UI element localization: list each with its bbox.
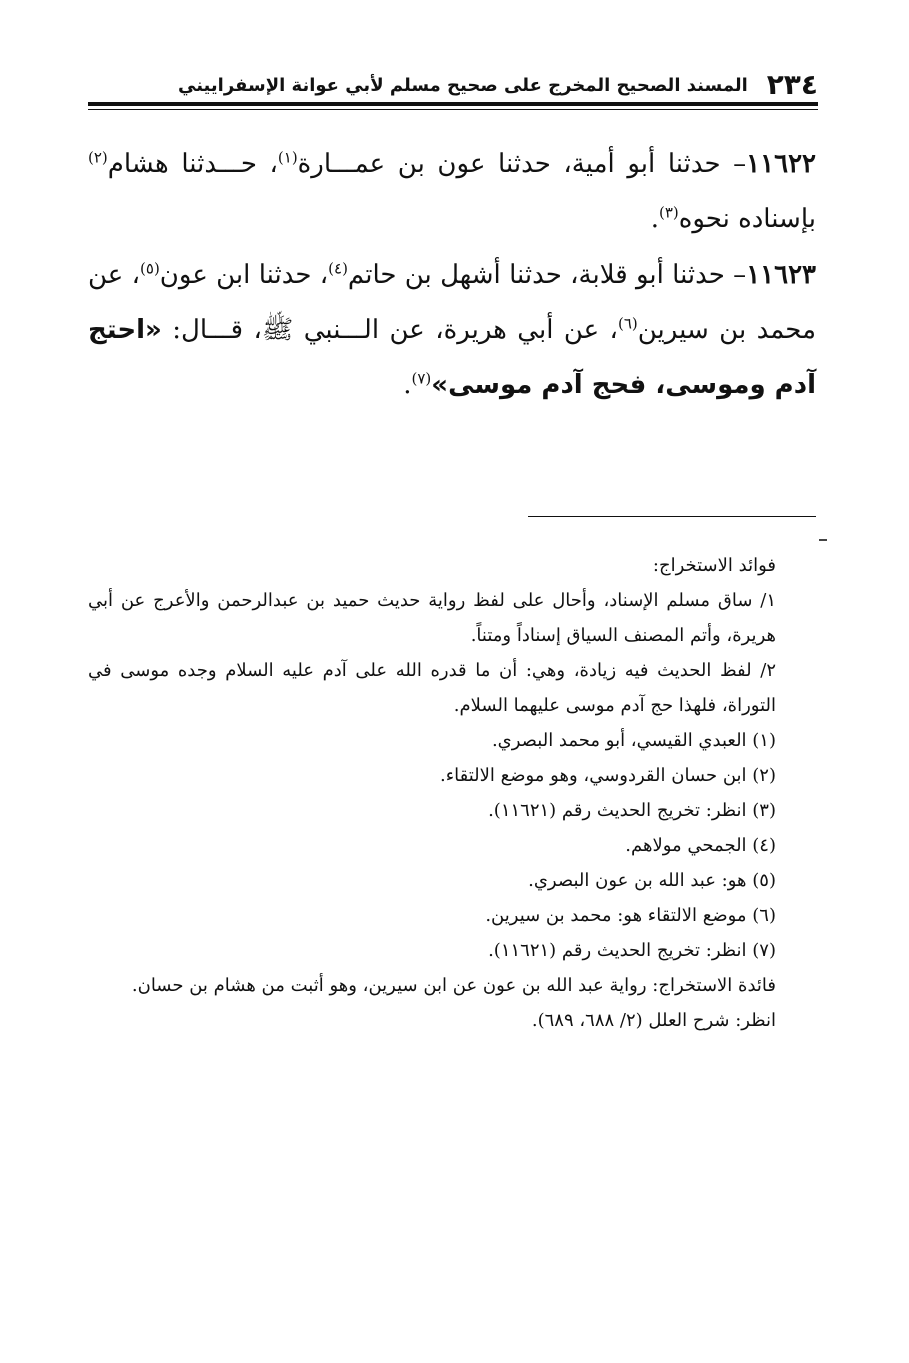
footnotes bbox=[88, 548, 816, 1038]
reference: انظر: شرح العلل (٢/ ٦٨٨، ٦٨٩). bbox=[531, 1010, 776, 1031]
footnote-1: (١) العبدي القيسي، أبو محمد البصري. bbox=[491, 730, 776, 751]
header-rule-thick bbox=[88, 102, 818, 106]
footnote-ref: (٣) bbox=[658, 203, 679, 222]
hadith-text: ، حـــدثنا هشام bbox=[107, 149, 278, 179]
hadith-text: ، عن أبي هريرة، عن الـــنبي ﷺ، قـــال: bbox=[161, 315, 618, 345]
header-rule-thin bbox=[88, 109, 818, 110]
hadith-text: – حدثنا أبو قلابة، حدثنا أشهل بن حاتم bbox=[347, 260, 747, 290]
footnote-separator bbox=[528, 516, 816, 517]
running-title: المسند الصحيح المخرج على صحيح مسلم لأبي عوانة الإسفراييني bbox=[178, 75, 748, 96]
hadith-quote: «احتج آدم وموسى، فحج آدم موسى» bbox=[88, 315, 816, 400]
hadith-number: ١١٦٢٢ bbox=[746, 149, 816, 179]
margin-mark bbox=[819, 539, 827, 541]
hadith-text: ، حدثنا ابن عون bbox=[159, 260, 329, 290]
footnote-ref: (٢) bbox=[88, 148, 108, 167]
hadith-text: بإسناده نحوه bbox=[678, 204, 816, 234]
page-number: ٢٣٤ bbox=[766, 68, 818, 101]
footnote-3: (٣) انظر: تخريج الحديث رقم (١١٦٢١). bbox=[488, 800, 776, 821]
footnote-7: (٧) انظر: تخريج الحديث رقم (١١٦٢١). bbox=[488, 940, 776, 961]
hadith-11623 bbox=[88, 248, 816, 413]
footnote-4: (٤) الجمحي مولاهم. bbox=[625, 835, 776, 856]
benefit-3: فائدة الاستخراج: رواية عبد الله بن عون عن ابن سيرين، وهو أثبت من هشام بن حسان. bbox=[131, 975, 776, 996]
hadith-text: . bbox=[650, 204, 659, 234]
footnote-5: (٥) هو: عبد الله بن عون البصري. bbox=[528, 870, 776, 891]
benefit-2: ٢/ لفظ الحديث فيه زيادة، وهي: أن ما قدره الله على آدم عليه السلام وجده موسى في التوراة، فلهذا حج آدم موسى عليهما السلام. bbox=[88, 660, 776, 716]
benefit-1: ١/ ساق مسلم الإسناد، وأحال على لفظ رواية حديث حميد بن عبدالرحمن والأعرج عن أبي هريرة، وأتم المصنف السياق إسناداً ومتناً. bbox=[88, 590, 776, 646]
hadith-text: – حدثنا أبو أمية، حدثنا عون بن عمـــارة bbox=[297, 149, 747, 179]
footnote-ref: (١) bbox=[277, 148, 298, 167]
footnote-ref: (٧) bbox=[411, 369, 432, 388]
page-header bbox=[88, 70, 818, 100]
hadith-text: . bbox=[403, 370, 412, 400]
footnote-6: (٦) موضع الالتقاء هو: محمد بن سيرين. bbox=[485, 905, 776, 926]
footnote-ref: (٤) bbox=[328, 259, 348, 278]
hadith-number: ١١٦٢٣ bbox=[746, 260, 817, 290]
footnote-ref: (٦) bbox=[617, 314, 638, 333]
footnote-2: (٢) ابن حسان القردوسي، وهو موضع الالتقاء. bbox=[439, 765, 776, 786]
hadith-text: ، عن محمد بن سيرين bbox=[88, 260, 816, 345]
benefits-title: فوائد الاستخراج: bbox=[652, 555, 776, 576]
hadith-11622 bbox=[88, 137, 816, 247]
footnote-ref: (٥) bbox=[140, 259, 160, 278]
